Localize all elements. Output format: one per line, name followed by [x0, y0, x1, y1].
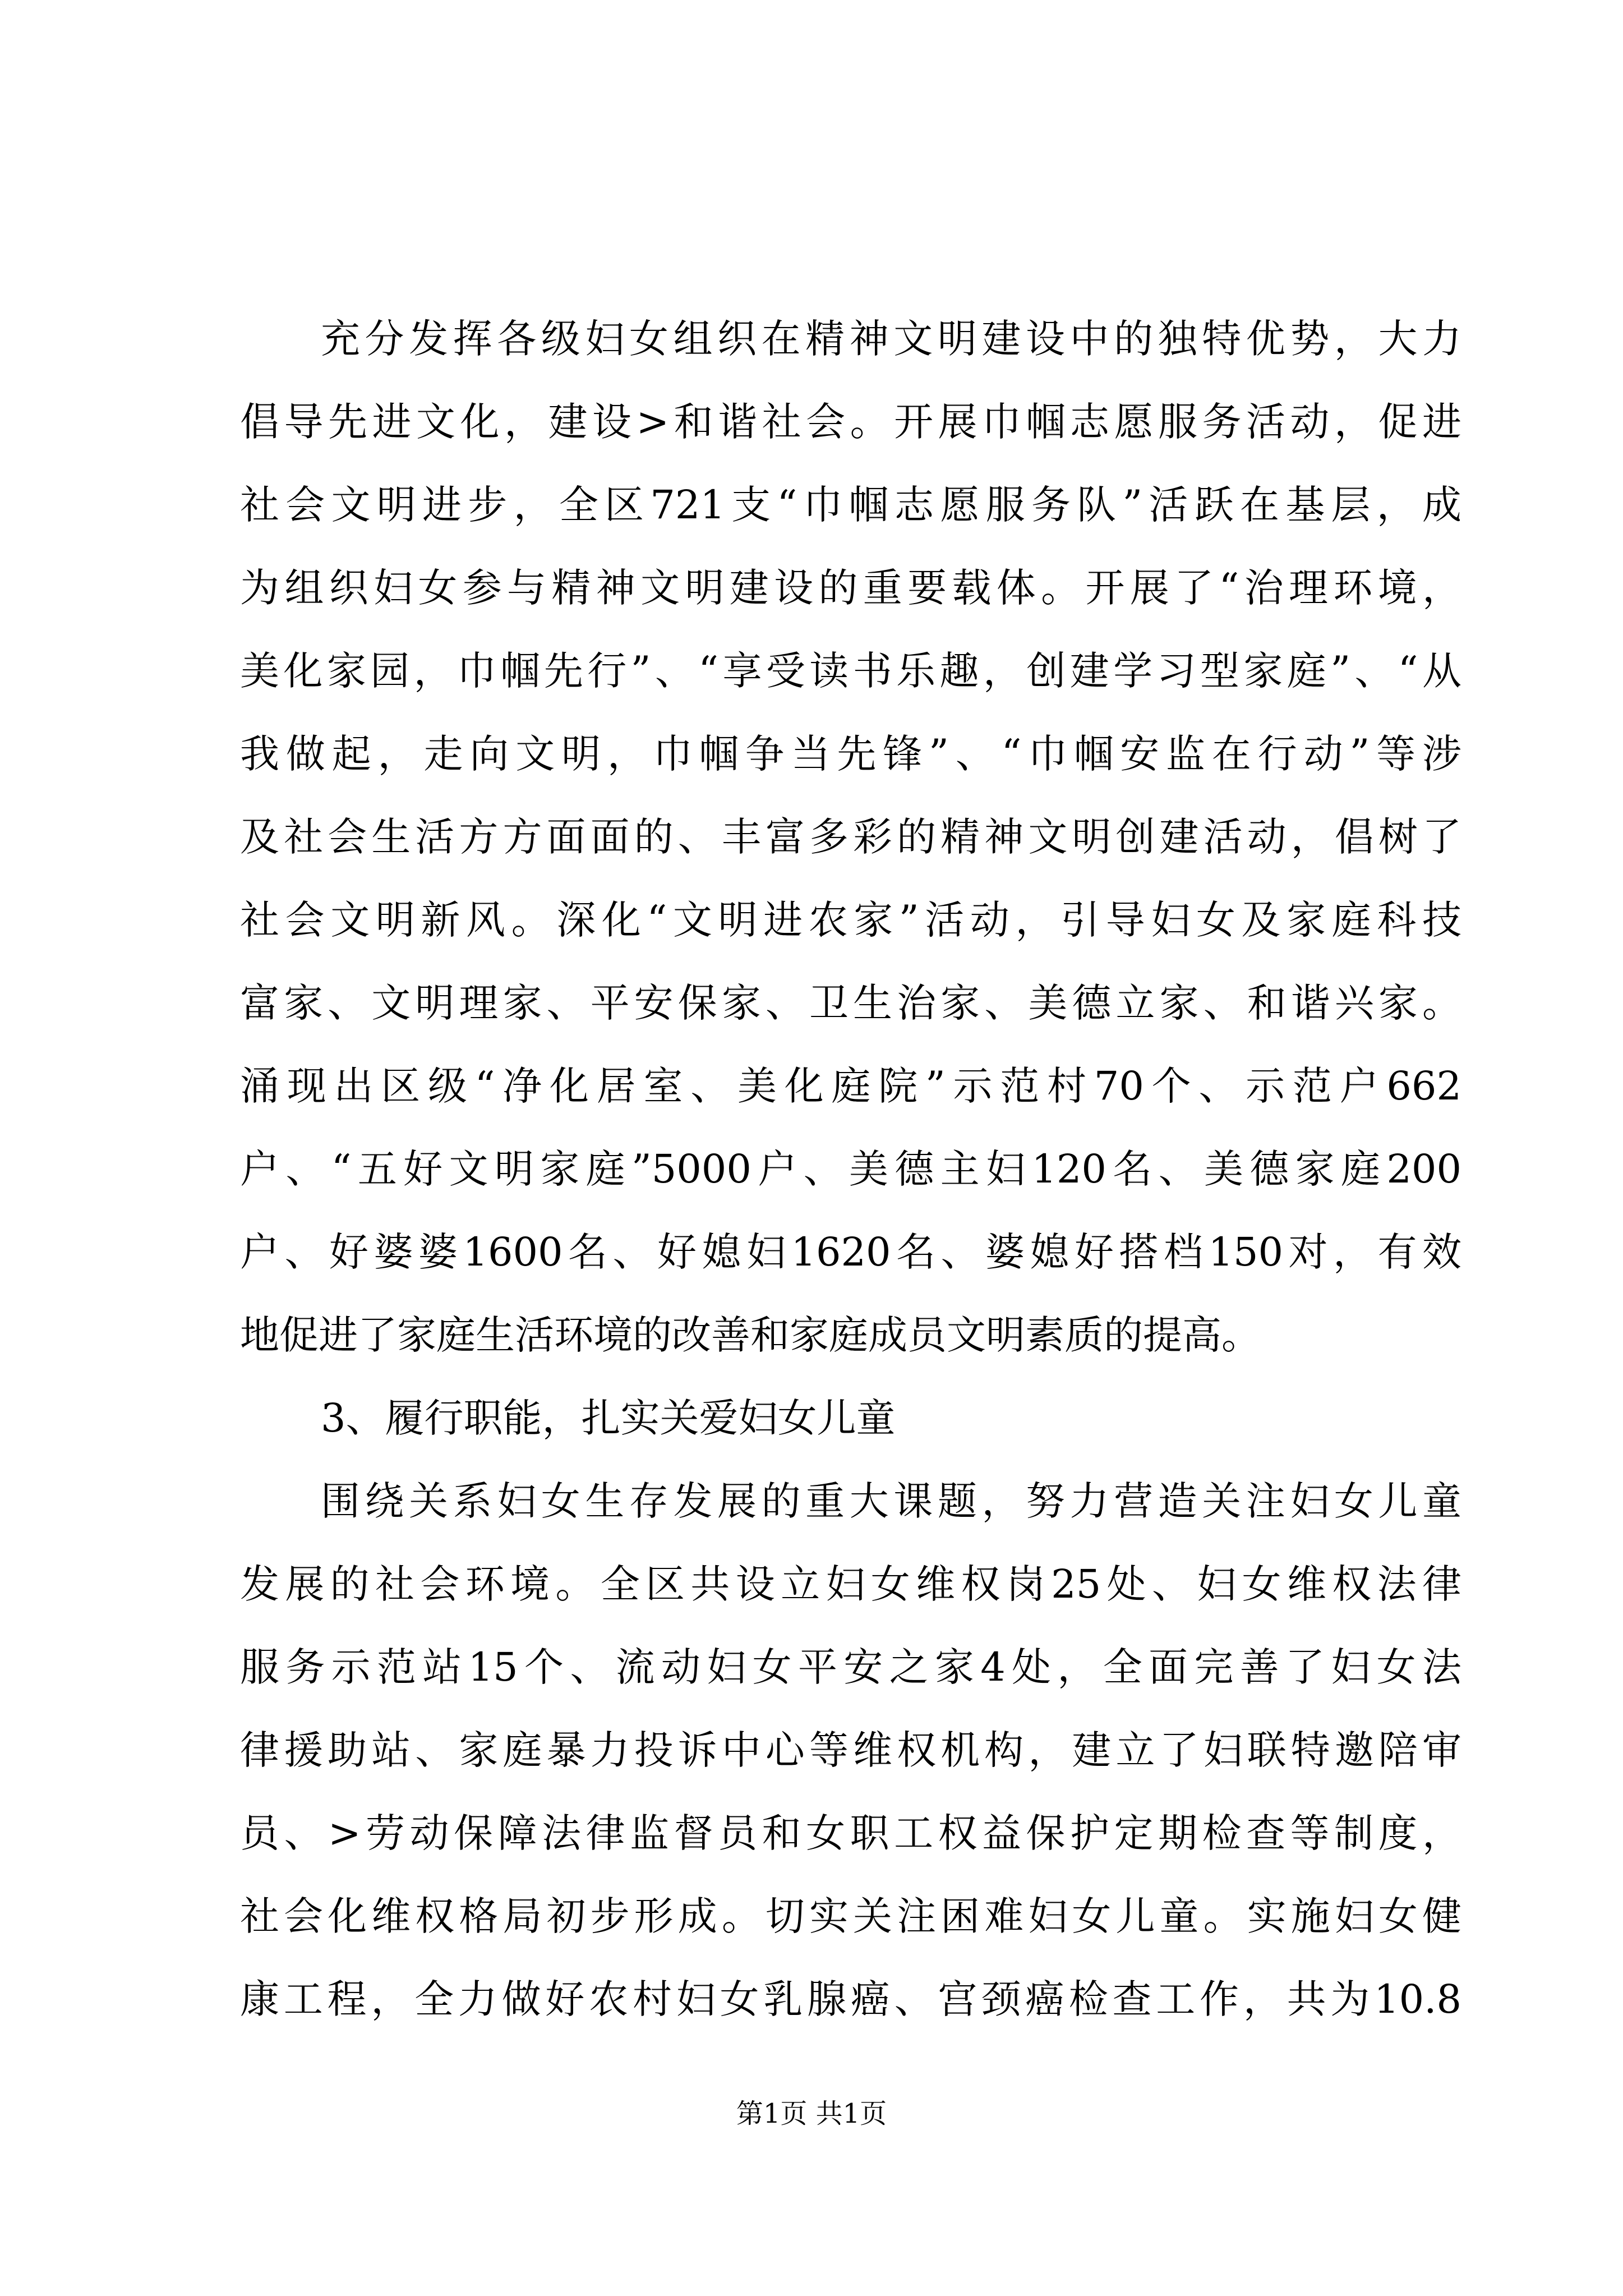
paragraph-line: 倡导先进文化，建设>和谐社会。开展巾帼志愿服务活动，促进 [240, 399, 1461, 445]
paragraph-line: 充分发挥各级妇女组织在精神文明建设中的独特优势，大力 [321, 316, 1461, 362]
paragraph-line: 为组织妇女参与精神文明建设的重要载体。开展了“治理环境， [240, 565, 1461, 611]
paragraph-line: 社会文明新风。深化“文明进农家”活动，引导妇女及家庭科技 [240, 897, 1461, 943]
paragraph-line: 服务示范站15个、流动妇女平安之家4处，全面完善了妇女法 [240, 1644, 1461, 1690]
paragraph-line: 围绕关系妇女生存发展的重大课题，努力营造关注妇女儿童 [321, 1478, 1461, 1524]
paragraph-line: 社会文明进步，全区721支“巾帼志愿服务队”活跃在基层，成 [240, 482, 1461, 528]
paragraph-line: 律援助站、家庭暴力投诉中心等维权机构，建立了妇联特邀陪审 [240, 1727, 1461, 1773]
section-heading: 3、履行职能，扎实关爱妇女儿童 [321, 1395, 896, 1441]
paragraph-line: 户、好婆婆1600名、好媳妇1620名、婆媳好搭档150对，有效 [240, 1229, 1461, 1275]
paragraph-line: 康工程，全力做好农村妇女乳腺癌、宫颈癌检查工作，共为10.8 [240, 1976, 1461, 2022]
paragraph-line: 美化家园，巾帼先行”、“享受读书乐趣，创建学习型家庭”、“从 [240, 648, 1461, 694]
page-number-footer: 第1页 共1页 [736, 2098, 887, 2129]
paragraph-line: 我做起，走向文明，巾帼争当先锋”、“巾帼安监在行动”等涉 [240, 731, 1461, 777]
paragraph-line: 及社会生活方方面面的、丰富多彩的精神文明创建活动，倡树了 [240, 814, 1461, 860]
paragraph-line: 户、“五好文明家庭”5000户、美德主妇120名、美德家庭200 [240, 1146, 1461, 1192]
paragraph-line: 员、>劳动保障法律监督员和女职工权益保护定期检查等制度， [240, 1810, 1461, 1856]
paragraph-line: 地促进了家庭生活环境的改善和家庭成员文明素质的提高。 [240, 1312, 1261, 1358]
paragraph-line: 涌现出区级“净化居室、美化庭院”示范村70个、示范户662 [240, 1063, 1461, 1109]
body-text [240, 297, 1461, 2041]
paragraph-line: 富家、文明理家、平安保家、卫生治家、美德立家、和谐兴家。 [240, 980, 1461, 1026]
paragraph-line: 发展的社会环境。全区共设立妇女维权岗25处、妇女维权法律 [240, 1561, 1461, 1607]
paragraph-line: 社会化维权格局初步形成。切实关注困难妇女儿童。实施妇女健 [240, 1893, 1461, 1939]
